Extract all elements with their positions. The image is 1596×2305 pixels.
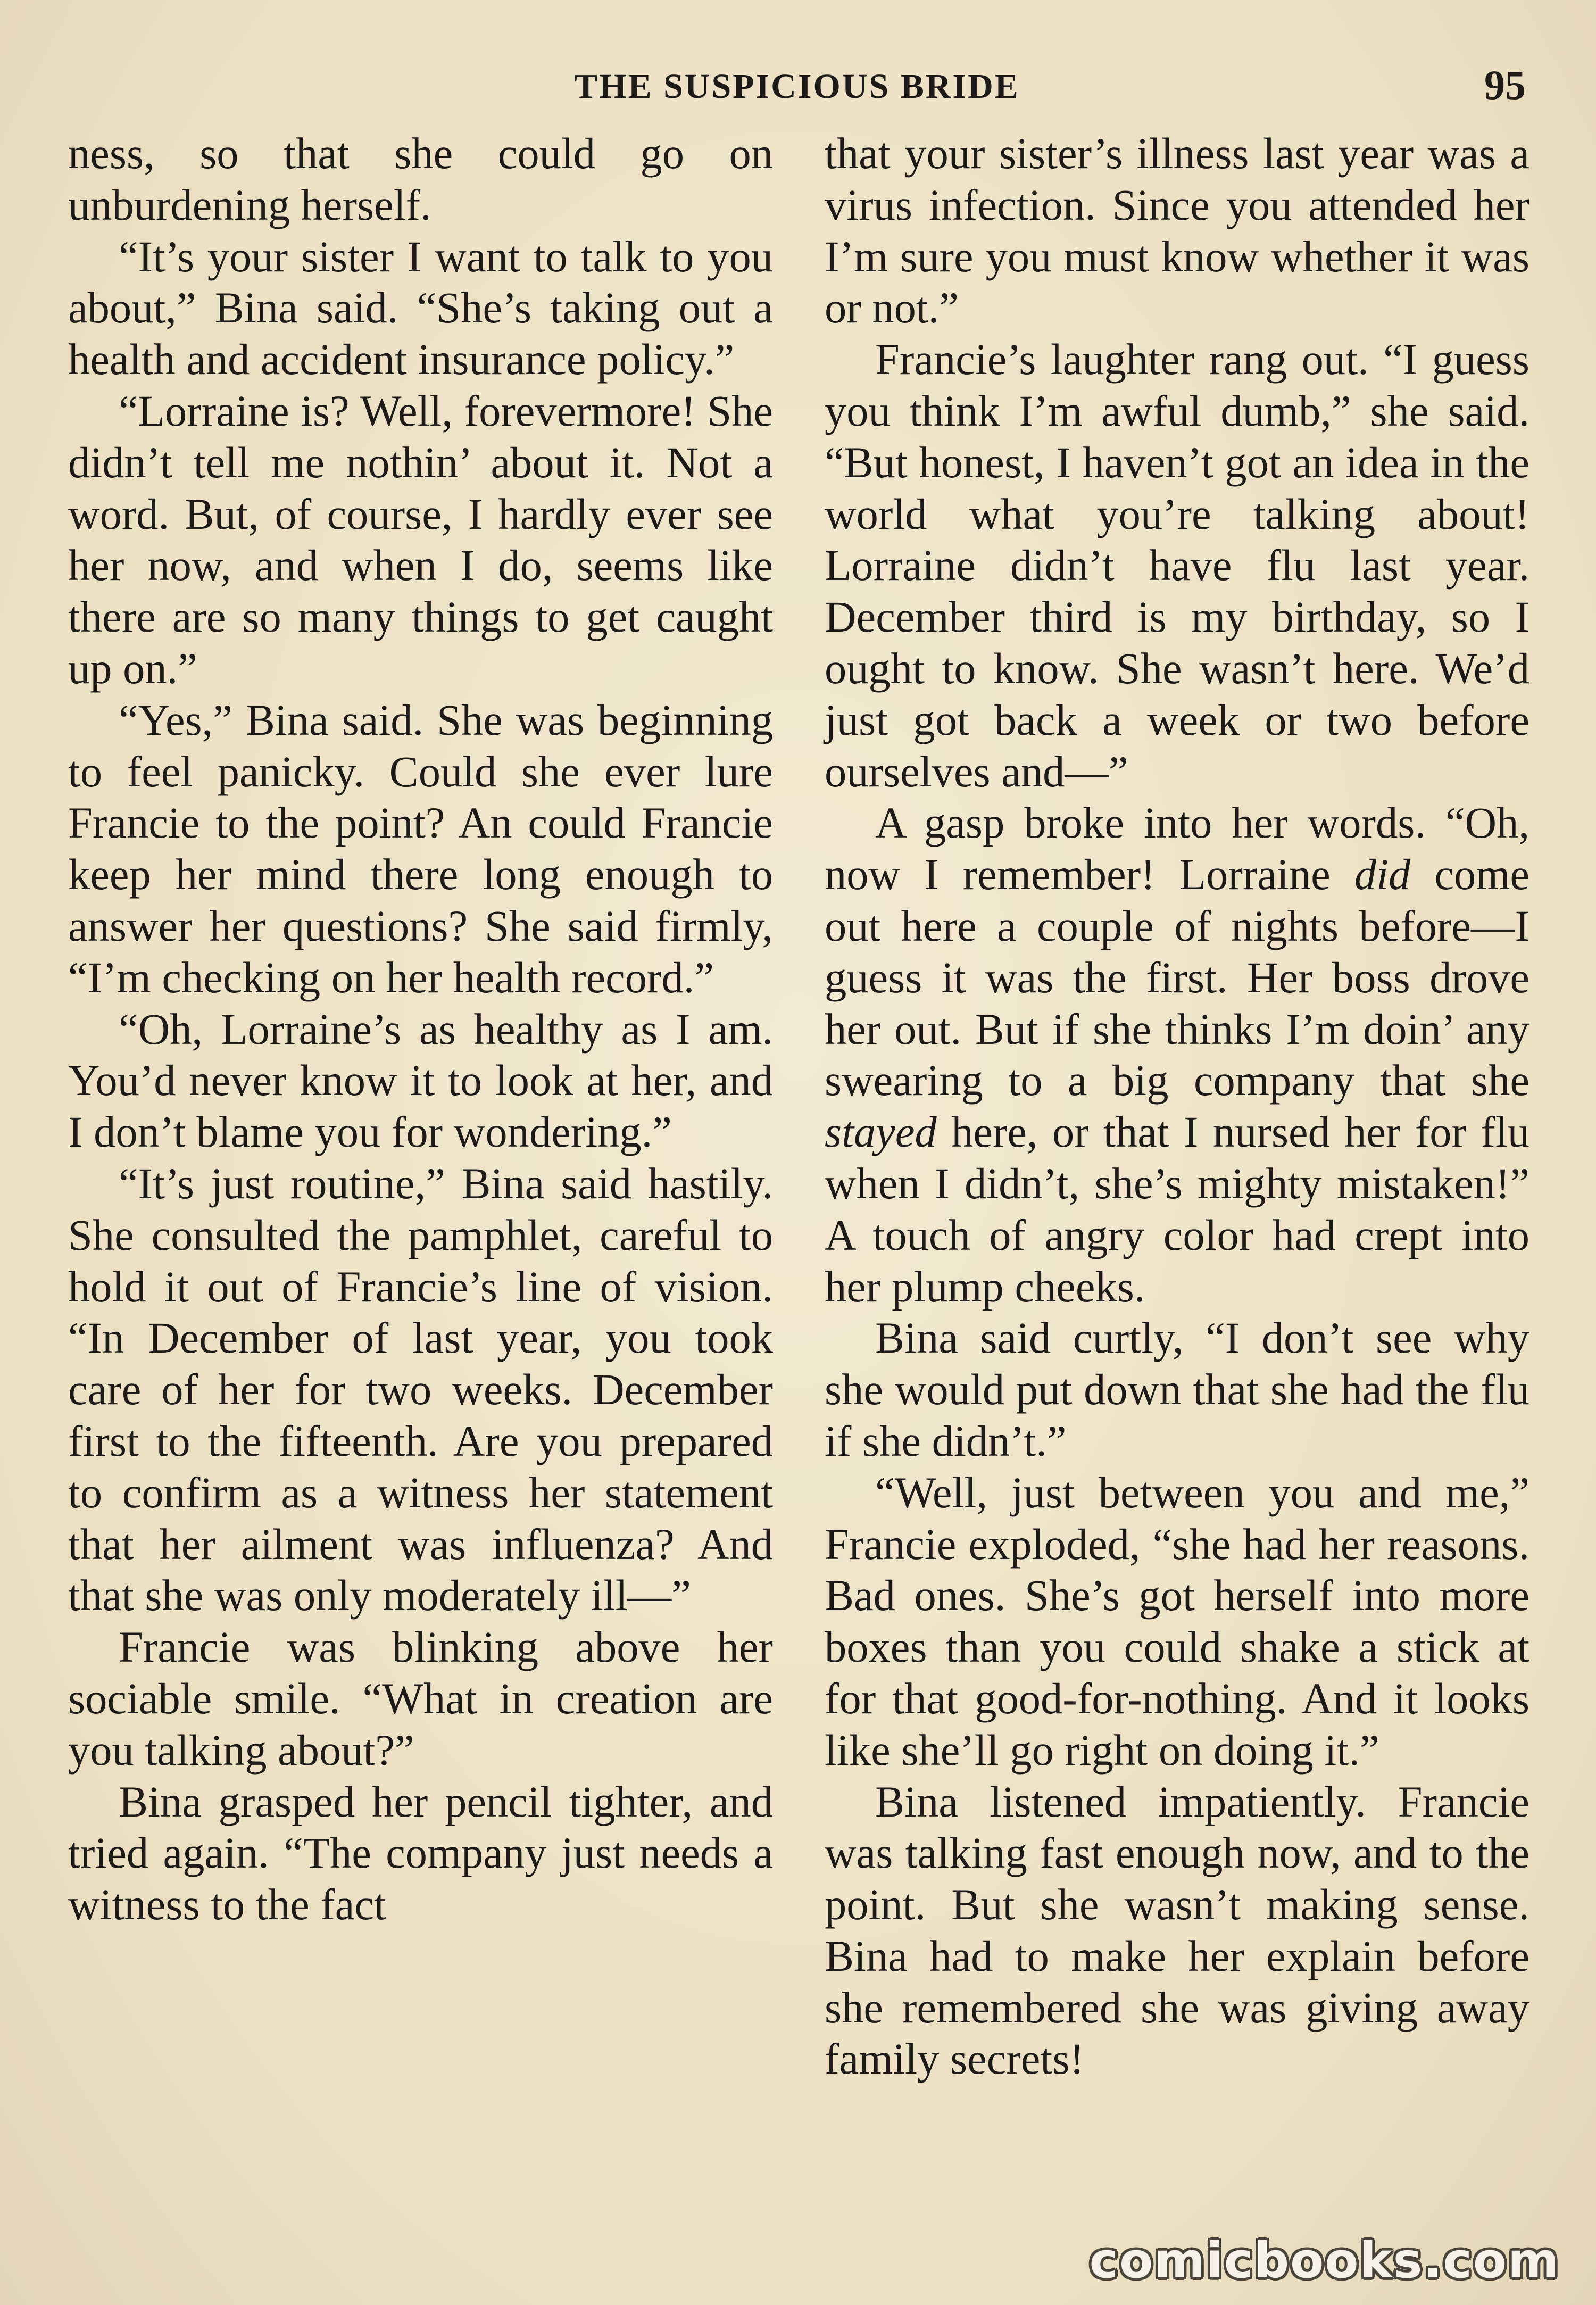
emphasis: stayed bbox=[825, 1107, 937, 1157]
paragraph: “Well, just between you and me,” Francie exploded, “she had her reasons. Bad ones. She’s got herself into more boxes than you could shake a stick at for that good-for-nothing. And it looks like she’ll go right on doing it.” bbox=[825, 1467, 1530, 1775]
text-run: here, or that I nursed her for flu when I didn’t, she’s mighty mistaken!” A touch of angry color had crept into her plump cheeks. bbox=[825, 1107, 1530, 1311]
paragraph: ness, so that she could go on unburdening herself. bbox=[68, 129, 773, 229]
paragraph: Bina grasped her pencil tighter, and tried again. “The company just needs a witness to the fact bbox=[68, 1777, 773, 1929]
paragraph: “Oh, Lorraine’s as healthy as I am. You’d never know it to look at her, and I don’t blame you for wondering.” bbox=[68, 1004, 773, 1157]
page-header bbox=[68, 61, 1526, 120]
paragraph: that your sister’s illness last year was a virus infection. Since you attended her I’m sure you must know whether it was or not.” bbox=[825, 129, 1530, 333]
watermark: comicbooks.com bbox=[1089, 2232, 1560, 2289]
paragraph: “It’s your sister I want to talk to you about,” Bina said. “She’s taking out a health and accident insurance policy.” bbox=[68, 231, 773, 384]
paragraph: “Lorraine is? Well, forevermore! She didn’t tell me nothin’ about it. Not a word. But, of course, I hardly ever see her now, and when I do, seems like there are so many things to get caught up on.” bbox=[68, 386, 773, 693]
paragraph: Francie was blinking above her sociable smile. “What in creation are you talking about?” bbox=[68, 1622, 773, 1775]
text-run: come out here a couple of nights before—I guess it was the first. Her boss drove her out. But if she thinks I’m doin’ any swearing to a big company that she bbox=[825, 850, 1530, 1105]
paragraph: “Yes,” Bina said. She was beginning to feel panicky. Could she ever lure Francie to the point? An could Francie keep her mind there long enough to answer her questions? She said firmly, “I’m checking on her health record.” bbox=[68, 695, 773, 1002]
text-run: A gasp broke into her words. “Oh, now I remember! Lorraine bbox=[825, 798, 1530, 899]
paragraph bbox=[825, 797, 1530, 1312]
running-title: THE SUSPICIOUS BRIDE bbox=[574, 67, 1020, 106]
left-column bbox=[68, 128, 773, 1930]
emphasis: did bbox=[1354, 850, 1411, 899]
paragraph: Francie’s laughter rang out. “I guess you think I’m awful dumb,” she said. “But honest, I haven’t got an idea in the world what you’re talking about! Lorraine didn’t have flu last year. December third is my birthday, so I ought to know. She wasn’t here. We’d just got back a week or two before ourselves and—” bbox=[825, 335, 1530, 796]
paragraph: Bina listened impatiently. Francie was talking fast enough now, and to the point. But she wasn’t making sense. Bina had to make her explain before she remembered she was giving away family secrets! bbox=[825, 1777, 1530, 2084]
right-column bbox=[825, 128, 1530, 2085]
paragraph: “It’s just routine,” Bina said hastily. She consulted the pamphlet, careful to hold it out of Francie’s line of vision. “In December of last year, you took care of her for two weeks. December first to the fifteenth. Are you prepared to confirm as a witness her statement that her ailment was influenza? And that she was only moderately ill—” bbox=[68, 1158, 773, 1620]
paragraph: Bina said curtly, “I don’t see why she would put down that she had the flu if she didn’t.” bbox=[825, 1313, 1530, 1465]
page-number: 95 bbox=[1484, 62, 1526, 108]
